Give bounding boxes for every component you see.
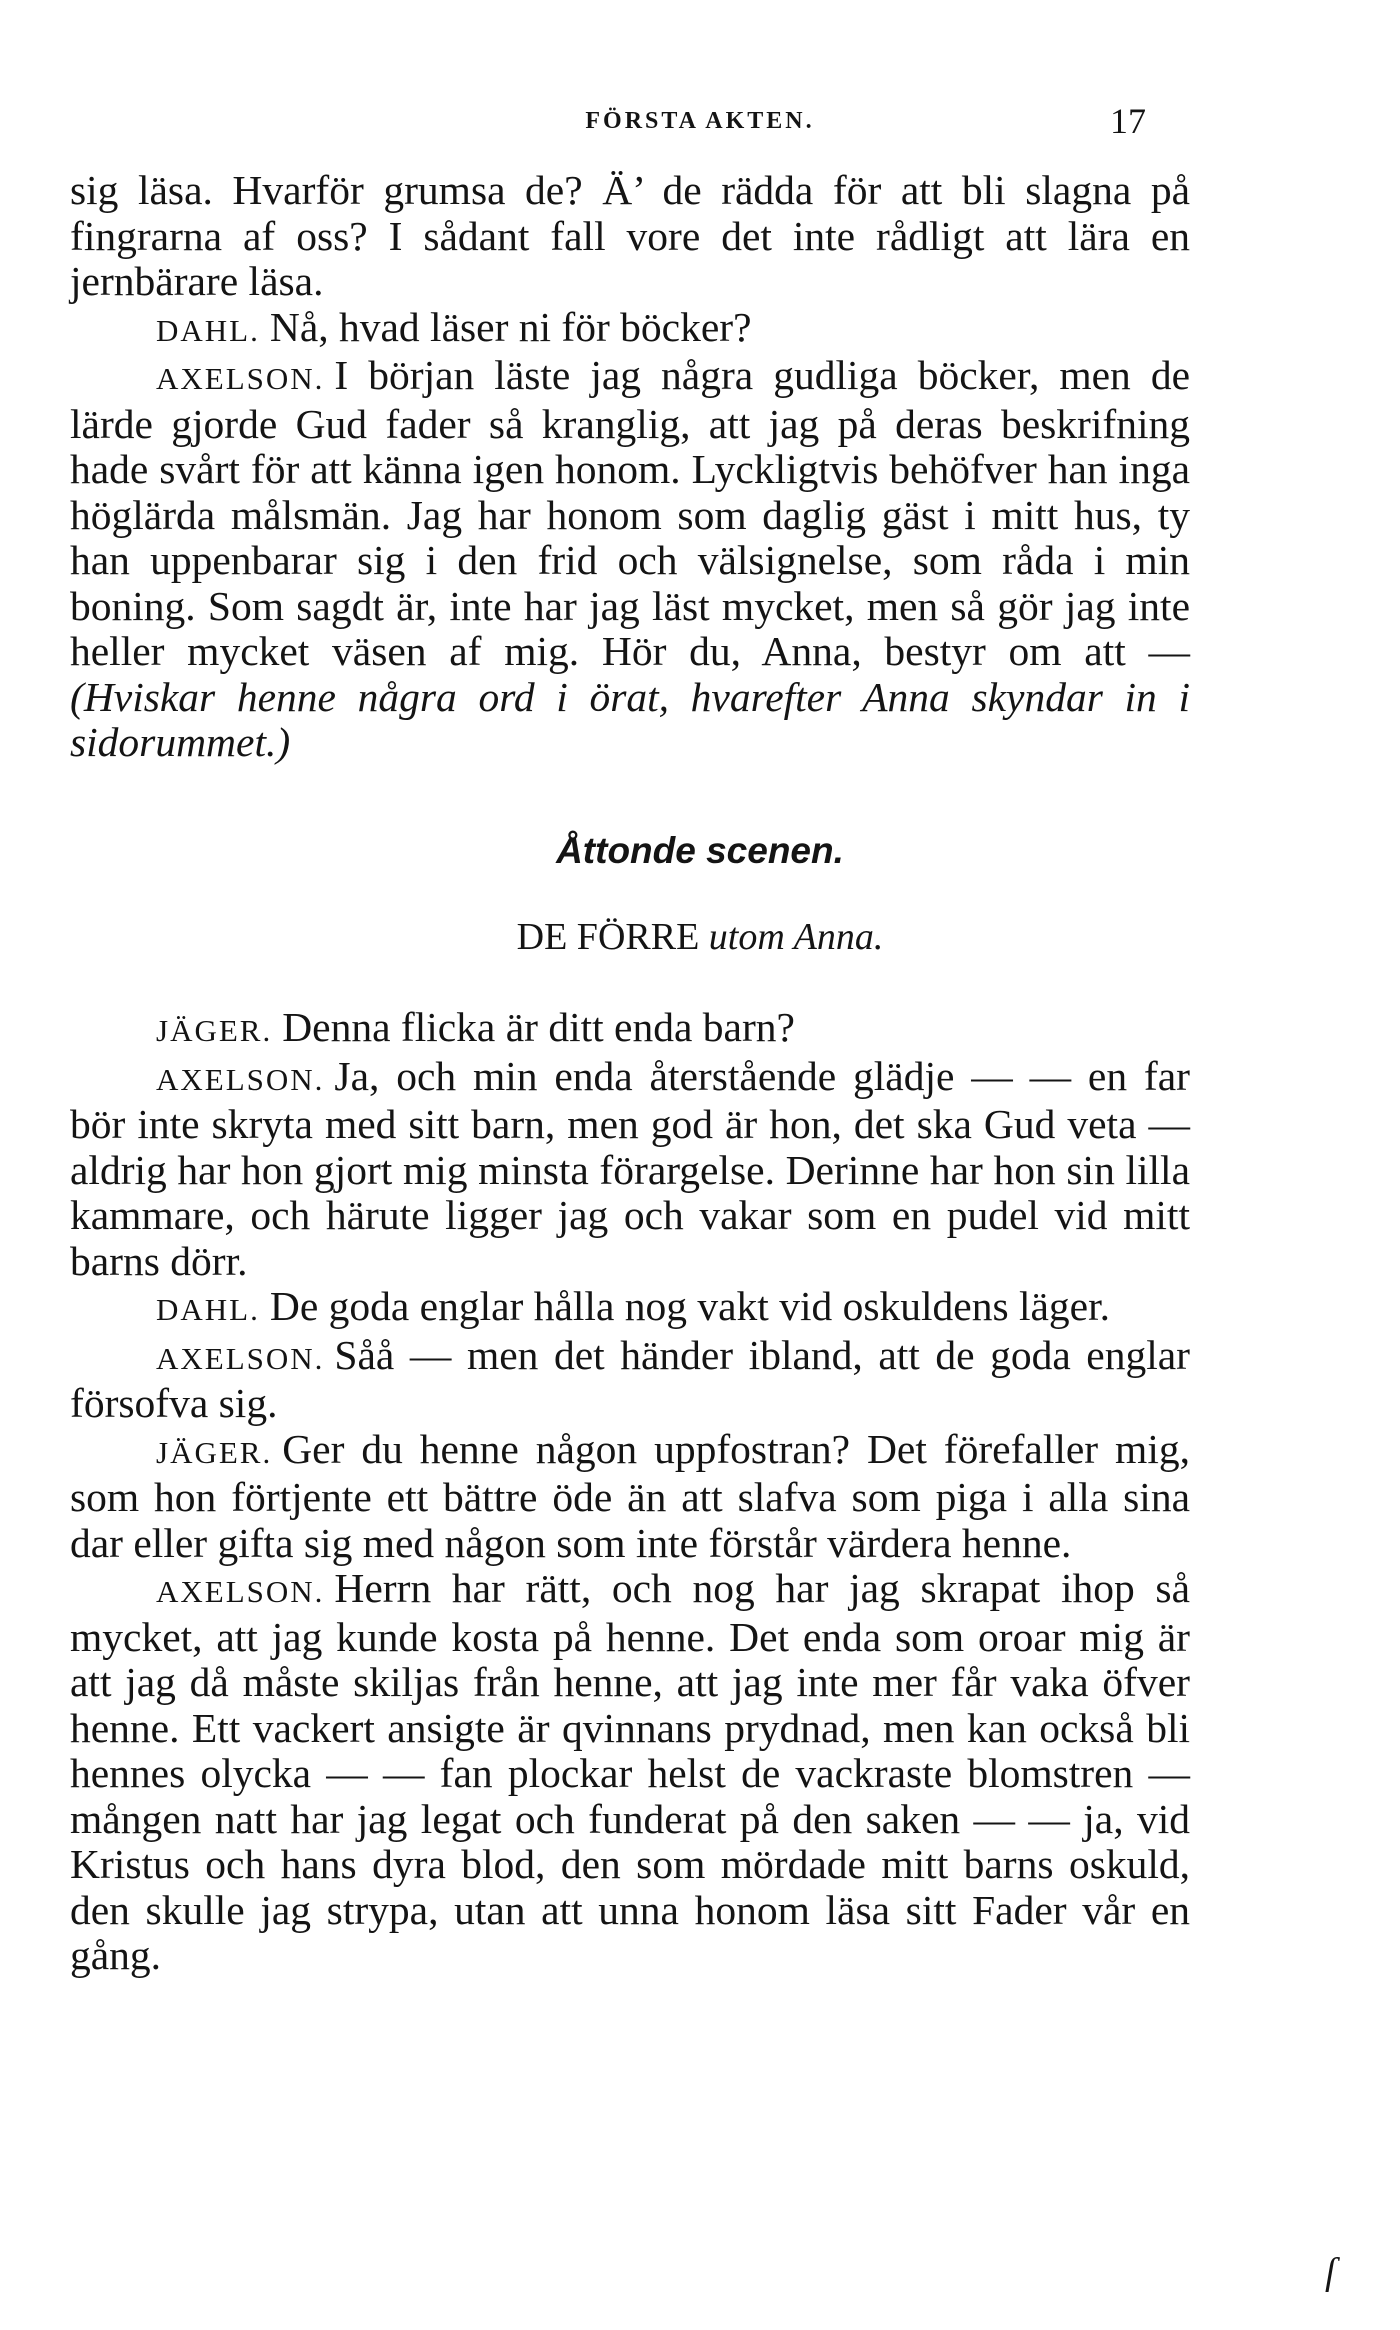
speaker-name: AXELSON. <box>156 1061 325 1097</box>
dialogue-paragraph <box>70 1005 1190 1054</box>
dialogue-paragraph <box>70 305 1190 354</box>
text-block-top <box>70 168 1190 766</box>
speaker-name: DAHL. <box>156 1292 260 1327</box>
persons-italic: utom Anna. <box>708 916 884 958</box>
dialogue-text: I början läste jag några gudliga böcker, men de lärde gjorde Gud fader så kranglig, att jag på deras beskrifning hade svårt för att känna igen honom. Lyckligtvis behöfver han inga höglärda målsmän. Jag har honom som daglig gäst i mitt hus, ty han uppenbarar sig i den frid och välsignelse, som råda i min boning. Som sagdt är, inte har jag läst mycket, men så gör jag inte heller mycket väsen af mig. Hör du, Anna, bestyr om att — <box>70 352 1190 674</box>
dialogue-paragraph <box>70 1566 1190 1979</box>
speaker-name: AXELSON. <box>156 1574 325 1609</box>
speaker-name: AXELSON. <box>156 361 325 396</box>
dialogue-text: Nå, hvad läser ni för böcker? <box>269 303 752 350</box>
dialogue-text: De goda englar hålla nog vakt vid oskuldens läger. <box>269 1283 1111 1329</box>
speaker-name: JÄGER. <box>156 1434 273 1470</box>
dialogue-paragraph <box>70 1054 1190 1285</box>
running-header: FÖRSTA AKTEN. <box>585 108 815 134</box>
speaker-name: JÄGER. <box>156 1013 273 1048</box>
footer-mark: ſ <box>1325 2251 1336 2293</box>
scene-persons <box>0 915 1400 959</box>
dialogue-paragraph <box>70 1284 1190 1333</box>
dialogue-text: Ger du henne någon uppfostran? Det förefaller mig, som hon förtjente ett bättre öde än att slafva som piga i alla sina dar eller gifta sig med någon som inte förstår värdera henne. <box>70 1425 1190 1566</box>
dialogue-text: Herrn har rätt, och nog har jag skrapat ihop så mycket, att jag kunde kosta på henne. Det enda som oroar mig är att jag då måste skiljas från henne, att jag inte mer får vaka öfver henne. Ett vackert ansigte är qvinnans prydnad, men kan också bli hennes olycka — — fan plockar helst de vackraste blomstren — mången natt har jag legat och funderat på den saken — — ja, vid Kristus och hans dyra blod, den som mördade mitt barns oskuld, den skulle jag strypa, utan att unna honom läsa sitt Fader vår en gång. <box>70 1565 1190 1978</box>
speaker-name: AXELSON. <box>156 1340 325 1376</box>
dialogue-paragraph <box>70 1427 1190 1567</box>
dialogue-text: Såå — men det händer ibland, att de goda englar försofva sig. <box>70 1331 1190 1426</box>
scene-heading: Åttonde scenen. <box>556 830 844 871</box>
persons-main: DE FÖRRE <box>516 916 700 958</box>
dialogue-text: Ja, och min enda återstående glädje — — en far bör inte skryta med sitt barn, men god är hon, det ska Gud veta — aldrig har hon gjort mig minsta förargelse. Derinne har hon sin lilla kammare, och härute ligger jag och vakar som en pudel vid mitt barns dörr. <box>70 1052 1190 1284</box>
dialogue-paragraph <box>70 353 1190 766</box>
speaker-name: DAHL. <box>156 312 260 348</box>
stage-direction: (Hviskar henne några ord i örat, hvarefter Anna skyndar in i sidorummet.) <box>70 673 1190 765</box>
continuation-paragraph: sig läsa. Hvarför grumsa de? Ä’ de rädda för att bli slagna på fingrarna af oss? I sådant fall vore det inte rådligt att lära en jernbärare läsa. <box>70 167 1190 304</box>
dialogue-paragraph <box>70 1333 1190 1427</box>
page-number: 17 <box>1110 101 1146 141</box>
text-block-bottom <box>70 1005 1190 1979</box>
dialogue-text: Denna flicka är ditt enda barn? <box>282 1004 795 1050</box>
